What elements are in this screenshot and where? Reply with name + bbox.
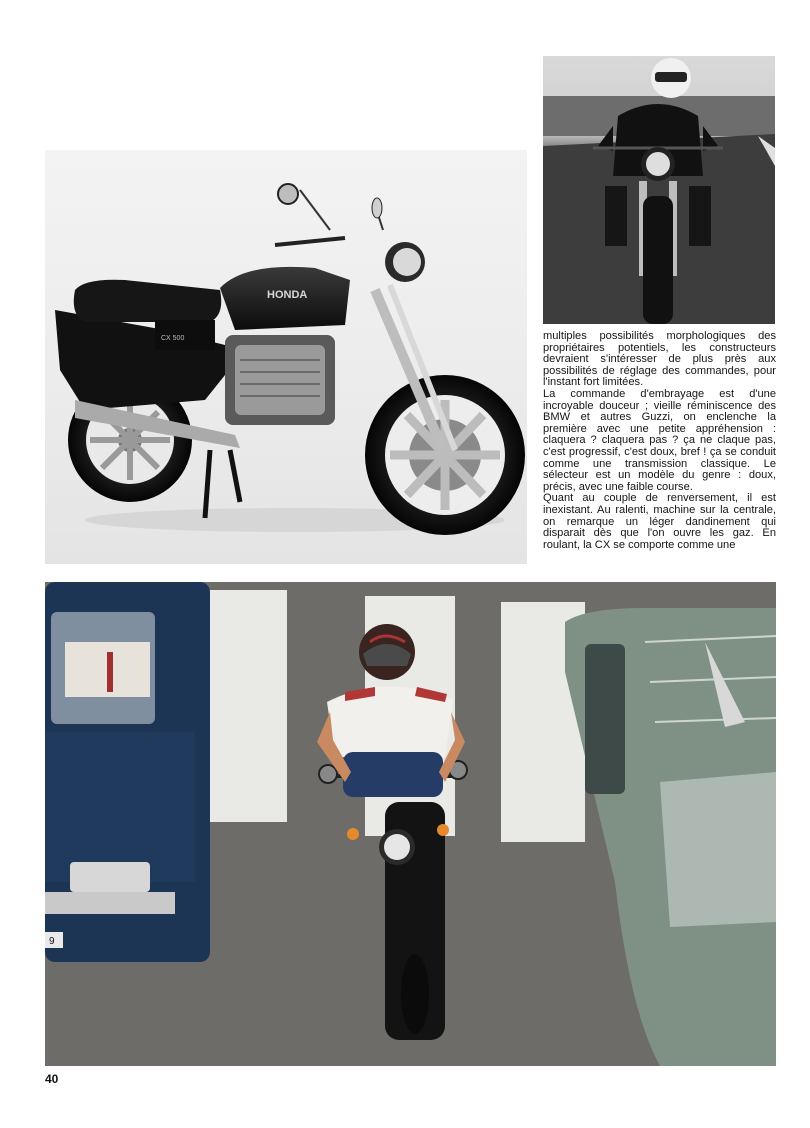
article-text-column: [543, 331, 776, 551]
blue-car: [45, 582, 210, 962]
rider-illustration: [543, 56, 775, 324]
article-paragraph: Quant au couple de renversement, il est inexistant. Au ralenti, machine sur la centrale, on remarque un léger dandinement qui disparait dès que l'on ouvre les gaz. En roulant, la CX se comporte comme une: [543, 492, 776, 551]
article-paragraph: multiples possibilités morphologiques des propriétaires potentiels, les constructeurs devraient s'intéresser de plus près aux possibilités de réglage des commandes, pour l'instant fort limitées.: [543, 330, 776, 389]
rider-front-photo: [543, 56, 775, 324]
motorcycle-illustration: [45, 150, 527, 564]
license-plate-fragment: 9: [49, 936, 55, 947]
street-crossing-photo: [45, 582, 776, 1066]
article-paragraph: La commande d'embrayage est d'une incroyable douceur ; vieille réminiscence des BMW et autres Guzzi, on enclenche la première avec une petite appréhension : claquera ? claquera pas ? ça ne claque pas, c'est progressif, c'est doux, bref ! ça se conduit comme une transmission classique. Le sélecteur est un modèle du genre : doux, précis, avec une faible course.: [543, 387, 776, 493]
side-badge-label: CX 500: [161, 335, 185, 342]
tank-brand-label: HONDA: [267, 289, 308, 301]
studio-motorcycle-photo: [45, 150, 527, 564]
street-illustration: [45, 582, 776, 1066]
page-number: 40: [45, 1072, 59, 1086]
front-wheel: [365, 375, 525, 535]
